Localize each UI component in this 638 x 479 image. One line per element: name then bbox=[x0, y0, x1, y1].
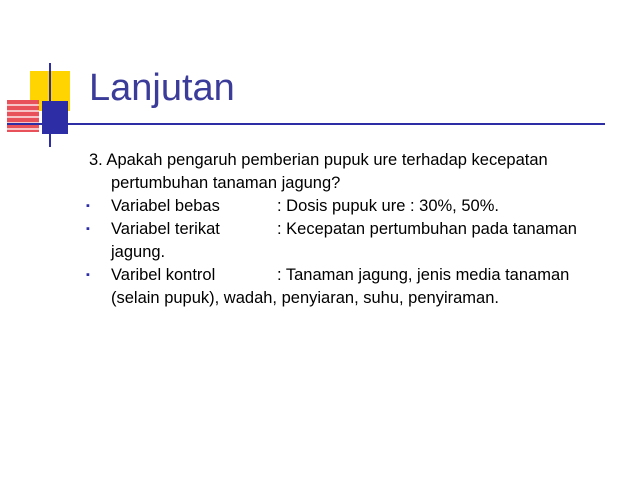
question-line-1: 3. Apakah pengaruh pemberian pupuk ure terhadap kecepatan bbox=[89, 151, 548, 169]
bullet-item-varibel-kontrol bbox=[86, 264, 570, 287]
bullet-icon: ▪ bbox=[86, 269, 90, 281]
title-underline bbox=[7, 123, 605, 125]
decor-red-square bbox=[7, 100, 39, 132]
bullet-continuation: jagung. bbox=[111, 243, 166, 261]
bullet-value: : Tanaman jagung, jenis media tanaman bbox=[277, 266, 570, 284]
decor-vertical-line bbox=[49, 63, 51, 147]
bullet-value: : Dosis pupuk ure : 30%, 50%. bbox=[277, 197, 499, 215]
decor-blue-square bbox=[42, 101, 68, 134]
question-line-2: pertumbuhan tanaman jagung? bbox=[111, 174, 341, 192]
slide-title: Lanjutan bbox=[89, 67, 235, 109]
bullet-label: Varibel kontrol bbox=[111, 266, 216, 284]
bullet-value: : Kecepatan pertumbuhan pada tanaman bbox=[277, 220, 577, 238]
bullet-continuation: (selain pupuk), wadah, penyiaran, suhu, penyiraman. bbox=[111, 289, 499, 307]
bullet-item-variabel-terikat bbox=[86, 218, 577, 241]
bullet-label: Variabel terikat bbox=[111, 220, 220, 238]
bullet-item-variabel-bebas bbox=[86, 195, 548, 218]
bullet-icon: ▪ bbox=[86, 223, 90, 235]
slide-body bbox=[86, 149, 577, 310]
bullet-label: Variabel bebas bbox=[111, 197, 220, 215]
bullet-icon: ▪ bbox=[86, 200, 90, 212]
